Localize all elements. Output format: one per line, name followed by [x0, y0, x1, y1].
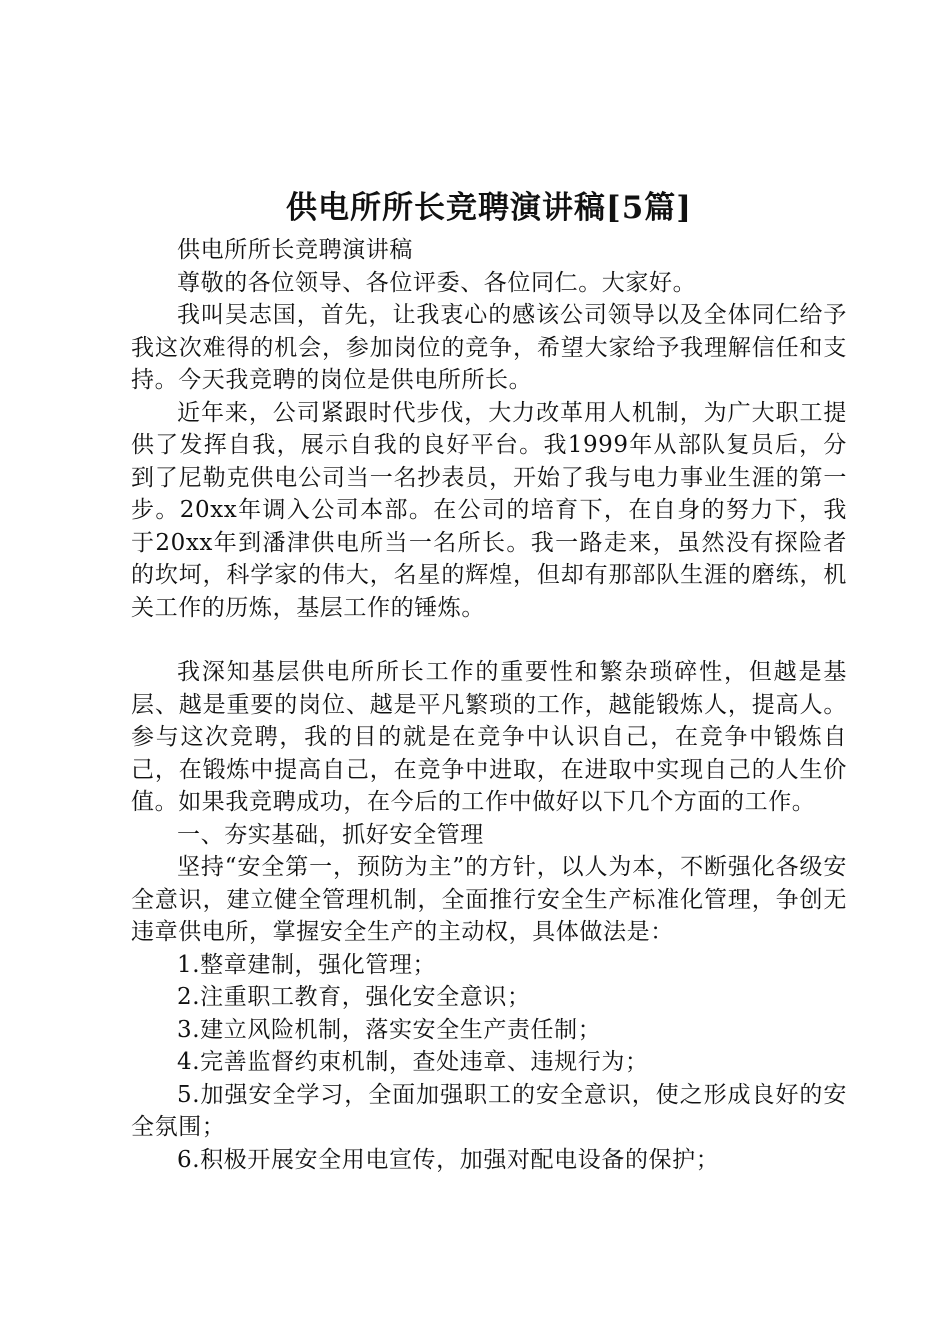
list-item: 2.注重职工教育，强化安全意识；: [177, 984, 531, 1010]
paragraph-greeting: 尊敬的各位领导、各位评委、各位同仁。大家好。: [177, 269, 697, 296]
section-heading: 一、夯实基础，抓好安全管理: [177, 821, 484, 848]
paragraph-motivation: 我深知基层供电所所长工作的重要性和繁杂琐碎性，但越是基层、越是重要的岗位、越是平凡繁琐的工作，越能锻炼人，提高人。参与这次竞聘，我的目的就是在竞争中认识自己，在竞争中锻炼自己，在锻炼中提高自己，在竞争中进取，在进取中实现自己的人生价值。如果我竞聘成功，在今后的工作中做好以下几个方面的工作。: [131, 659, 847, 815]
document-title: 供电所所长竞聘演讲稿[5篇]: [286, 190, 692, 226]
list-item: 6.积极开展安全用电宣传，加强对配电设备的保护；: [177, 1146, 720, 1173]
list-item: 5.加强安全学习，全面加强职工的安全意识，使之形成良好的安全氛围；: [131, 1081, 847, 1140]
list-item: 3.建立风险机制，落实安全生产责任制；: [177, 1016, 602, 1043]
document-page: [131, 186, 847, 1176]
paragraph-introduction: 我叫吴志国，首先，让我衷心的感该公司领导以及全体同仁给予我这次难得的机会，参加岗位的竞争，希望大家给予我理解信任和支持。今天我竞聘的岗位是供电所所长。: [131, 302, 847, 393]
paragraph-subtitle: 供电所所长竞聘演讲稿: [177, 237, 413, 263]
list-item: 1.整章建制，强化管理；: [177, 951, 437, 978]
paragraph-background: 近年来，公司紧跟时代步伐，大力改革用人机制，为广大职工提供了发挥自我，展示自我的良好平台。我1999年从部队复员后，分到了尼勒克供电公司当一名抄表员，开始了我与电力事业生涯的第一步。20xx年调入公司本部。在公司的培育下，在自身的努力下，我于20xx年到潘津供电所当一名所长。我一路走来，虽然没有探险者的坎坷，科学家的伟大，名星的辉煌，但却有那部队生涯的磨练，机关工作的历炼，基层工作的锤炼。: [131, 399, 847, 621]
list-item: 4.完善监督约束机制，查处违章、违规行为；: [177, 1049, 649, 1075]
paragraph-safety-policy: 坚持“安全第一，预防为主”的方针，以人为本，不断强化各级安全意识，建立健全管理机制，全面推行安全生产标准化管理，争创无违章供电所，掌握安全生产的主动权，具体做法是：: [131, 854, 847, 945]
paragraph-spacer: [131, 624, 847, 656]
